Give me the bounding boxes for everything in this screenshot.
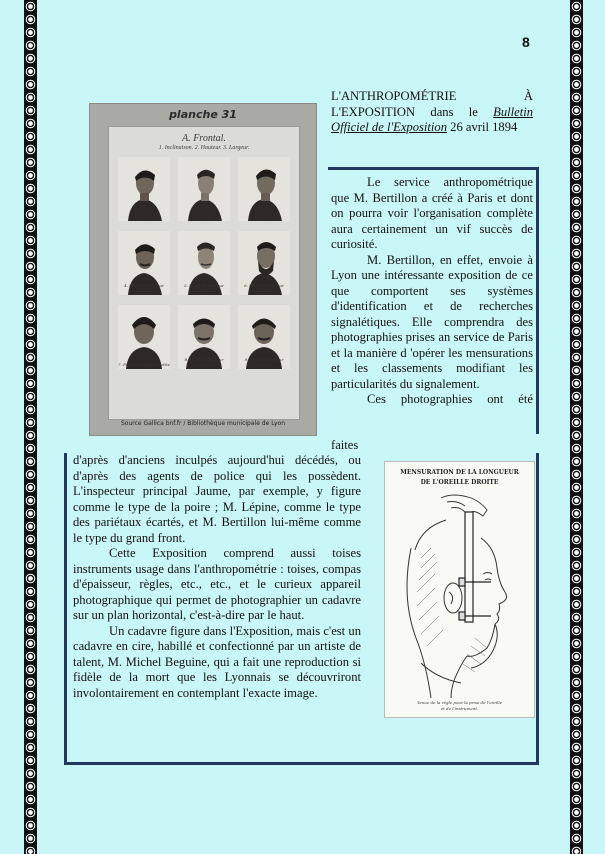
article-title [331, 89, 533, 136]
portrait-caption: 6. Front de hauteur grande [244, 283, 284, 293]
portrait-caption: 1. Fuyant [134, 214, 154, 219]
page-number: 8 [522, 34, 530, 50]
plate-card [108, 126, 300, 420]
portrait-caption: 9. Front de largeur grande [244, 357, 284, 367]
paragraph-5: Un cadavre figure dans l'Exposition, mais c'est un cadavre en cire, habillé et confectionné par un artiste de talent, M. Michel Beguine, qui a fait une reproduction si fidèle de la mort que les Lyonnais se découvriront involontairement en contemplant l'exacte image. [73, 623, 361, 700]
plate-label: planche 31 [169, 108, 237, 121]
illustration-title-line1: MENSURATION DE LA LONGUEUR [400, 469, 519, 476]
decorative-border-left [24, 0, 37, 854]
portrait-photo [118, 157, 170, 221]
illustration-caption-line2: et de l'instrument. [440, 706, 479, 711]
portrait-caption: 4. Front de hauteur petite [124, 283, 164, 293]
portrait-caption: 8. Front de largeur moyenne [184, 357, 224, 367]
portrait-photo [238, 305, 290, 369]
portrait-caption: 5. Front de hauteur moyenne [184, 283, 224, 293]
portrait-caption: 7. Front de largeur petite [118, 362, 170, 367]
portrait-photo [178, 157, 230, 221]
paragraph-3-continuation: faites [331, 438, 359, 452]
portrait-photo [178, 305, 230, 369]
illustration-title-line2: DE L'OREILLE DROITE [420, 479, 499, 486]
paragraph-2: M. Bertillon, en effet, envoie à Lyon une intéressante exposition de ce que comportent ses systèmes d'identification et de recherches signalétiques. Elle comprendra des photographies prises an service de Paris et la manière d 'opérer les mensurations et les classements modifiant les particularités du signalement. [331, 252, 533, 391]
paragraph-4: Cette Exposition comprend aussi toises instruments usage dans l'anthropométrie : toises, compas d'épaisseur, règles, etc., etc., et le curieux appareil photographique qui permet de photographier un cadavre sur un plan horizontal, c'est-à-dire par le haut. [73, 546, 361, 622]
portrait-photo [118, 305, 170, 369]
plate-handwritten-title: A. Frontal. [182, 133, 226, 144]
portrait-photo [118, 231, 170, 295]
portrait-caption: 2. Fuyant [194, 214, 214, 219]
image-source-credit: Source Gallica bnf.fr / Bibliothèque municipale de Lyon [120, 420, 286, 427]
article-column-right [331, 175, 533, 408]
title-date: 26 avril 1894 [447, 120, 518, 134]
plate-handwritten-subtitle: 1. Inclinaison. 2. Hauteur. 3. Largeur. [158, 145, 250, 151]
title-part1: L'ANTHROPOMÉTRIE À L'EXPOSITION dans le [331, 89, 533, 119]
portrait-photo [238, 157, 290, 221]
ear-measurement-illustration [384, 461, 535, 718]
publication-name: Bulletin Officiel de l'Exposition [331, 104, 533, 134]
paragraph-3-start: Ces photographies ont été [367, 392, 533, 406]
decorative-border-right [570, 0, 583, 854]
article-column-left [73, 453, 361, 701]
illustration-caption-line1: Tenue de la règle pour la prise de l'oreille [417, 700, 502, 705]
portrait-photo [178, 231, 230, 295]
portrait-caption: 3. Fuyant [254, 214, 274, 219]
profile-drawing [391, 488, 528, 698]
paragraph-3-rest: d'après d'anciens inculpés aujourd'hui décédés, ou d'après des agents de police qui les possèdent. L'inspecteur principal Jaume, par exemple, y figure comme le type de la poire ; M. Lépine, comme le type des pariétaux écartés, et M. Bertillon lui-même comme le type du grand front. [73, 453, 361, 545]
paragraph-1: Le service anthropométrique que M. Bertillon a créé à Paris et dont on pourra voir l'organisation complète aura certainement un vif succès de curiosité. [331, 175, 533, 251]
anthropometry-plate-image [90, 104, 316, 435]
article-title-text [331, 89, 533, 136]
portrait-photo [238, 231, 290, 295]
